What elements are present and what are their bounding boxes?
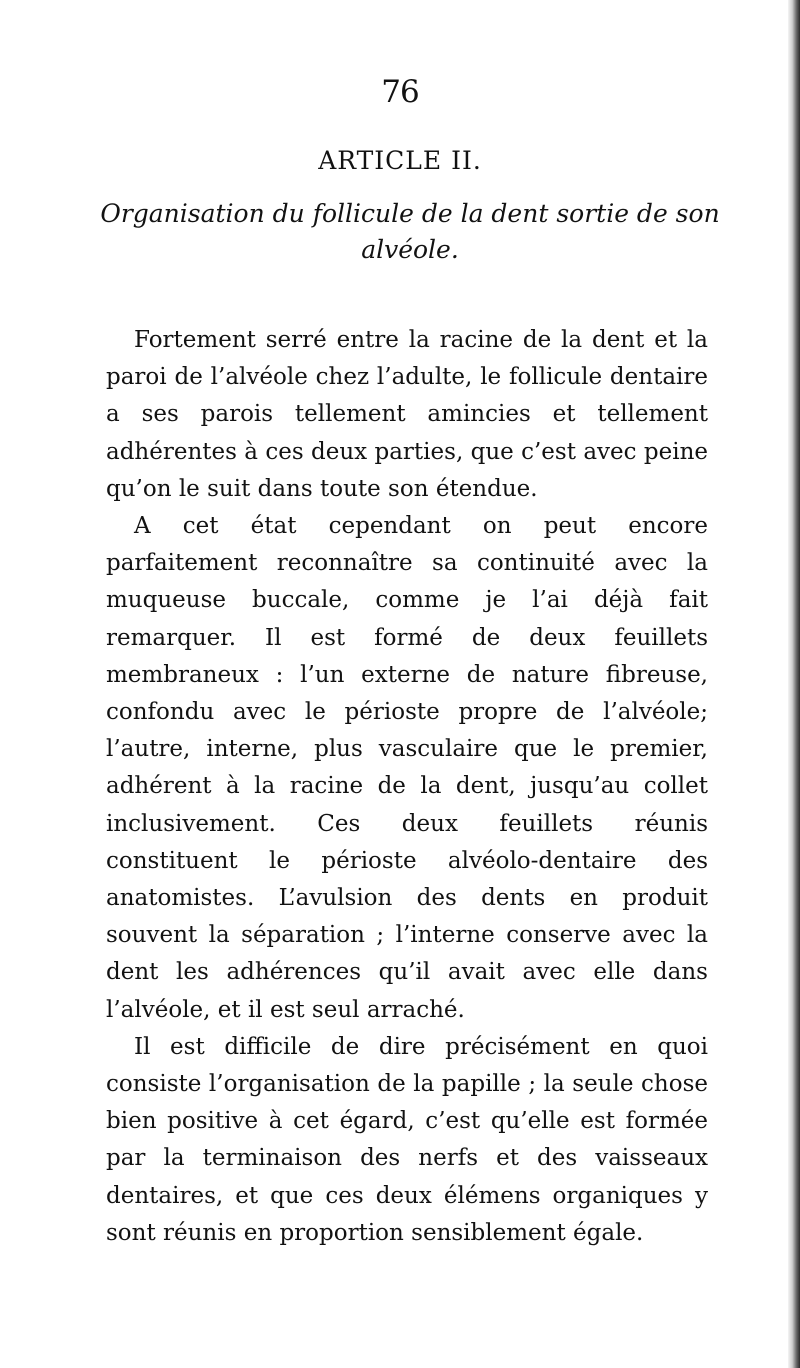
body-text — [106, 322, 708, 1252]
section-subtitle: Organisation du follicule de la dent sortie de son alvéole. — [100, 199, 720, 264]
paragraph: Il est difficile de dire précisément en quoi consiste l’organisation de la papille ; la seule chose bien positive à cet égard, c’est qu’elle est formée par la terminaison des nerfs et des vaisseaux dentaires, et que ces deux élémens organiques y sont réunis en proportion sensiblement égale. — [106, 1033, 708, 1246]
paragraph: A cet état cependant on peut encore parfaitement reconnaître sa continuité avec la muqueuse buccale, comme je l’ai déjà fait remarquer. Il est formé de deux feuillets membraneux : l’un externe de nature fibreuse, confondu avec le périoste propre de l’alvéole; l’autre, interne, plus vasculaire que le premier, adhérent à la racine de la dent, jusqu’au collet inclusivement. Ces deux feuillets réunis constituent le périoste alvéolo-dentaire des anatomistes. L’avulsion des dents en produit souvent la séparation ; l’interne conserve avec la dent les adhérences qu’il avait avec elle dans l’alvéole, et il est seul arraché. — [106, 513, 708, 1023]
page-edge-shadow — [788, 0, 800, 1368]
article-heading: ARTICLE II. — [318, 146, 482, 175]
page-number: 76 — [381, 74, 419, 110]
paragraph: Fortement serré entre la racine de la dent et la paroi de l’alvéole chez l’adulte, le follicule dentaire a ses parois tellement amincies et tellement adhérentes à ces deux parties, que c’est avec peine qu’on le suit dans toute son étendue. — [106, 327, 708, 502]
